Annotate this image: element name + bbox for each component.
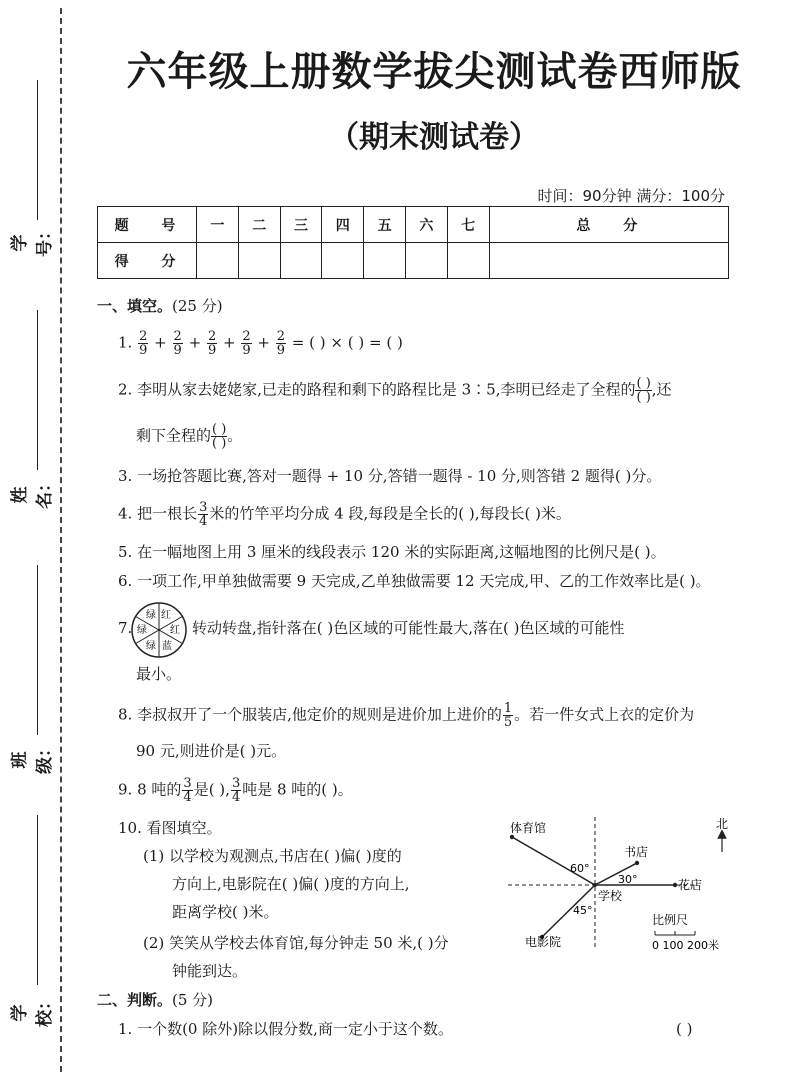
score-input-cell[interactable] <box>447 243 489 279</box>
question-10-sub1-line2: 方向上,电影院在( )偏( )度的方向上, <box>172 875 410 893</box>
bookstore-label: 书店 <box>624 845 649 859</box>
section2-points: (5 分) <box>172 991 214 1009</box>
section2-heading <box>97 989 213 1010</box>
fraction: $\frac{2}{9}$ <box>139 329 148 358</box>
exam-subtitle: （期末测试卷） <box>329 120 539 155</box>
question-10-sub1-line1: (1) 以学校为观测点,书店在( )偏( )度的 <box>143 847 402 865</box>
question-10-sub2-line2: 钟能到达。 <box>172 962 248 980</box>
q8-text-cont: 。若一件女式上衣的定价为 <box>514 705 695 724</box>
score-cell: 三 <box>280 207 322 243</box>
answer-fraction-blank[interactable]: ( ) ( ) <box>212 422 227 451</box>
question-6: 6. 一项工作,甲单独做需要 9 天完成,乙单独做需要 12 天完成,甲、乙的工作效率比是( )。 <box>118 572 711 590</box>
bookstore-point <box>635 861 639 865</box>
q2-tail: ,还 <box>651 380 672 399</box>
question-8-line1 <box>118 702 694 729</box>
q9-text: 9. 8 吨的 <box>118 780 182 799</box>
q4-text: 4. 把一根长 <box>118 504 198 523</box>
school-label: 学校： <box>10 993 55 1027</box>
score-input-cell[interactable] <box>322 243 364 279</box>
plus-sign: + <box>223 333 236 352</box>
score-cell: 五 <box>364 207 406 243</box>
judgement-question-1: 1. 一个数(0 除外)除以假分数,商一定小于这个数。 <box>118 1020 453 1038</box>
score-input-cell[interactable] <box>489 243 728 279</box>
fraction: $\frac{2}{9}$ <box>276 329 286 358</box>
score-table <box>97 206 729 279</box>
fraction: $\frac{2}{9}$ <box>207 329 217 358</box>
fraction: $\frac{3}{4}$ <box>183 776 192 805</box>
scale-ticks-label: 0 100 200米 <box>652 939 719 952</box>
score-table-score-row <box>98 243 729 279</box>
q1-answer-blanks[interactable]: = ( ) × ( ) = ( ) <box>291 333 403 352</box>
question-4 <box>118 501 571 528</box>
question-7-number: 7. <box>118 619 133 637</box>
scale-title: 比例尺 <box>652 913 689 927</box>
q2-text-cont: 剩下全程的 <box>136 426 212 445</box>
angle-cinema-label: 45° <box>573 904 593 917</box>
binding-dashed-line <box>60 8 62 1072</box>
fraction: $\frac{1}{5}$ <box>503 701 513 730</box>
q1-number: 1. <box>118 333 133 352</box>
section2-title: 二、判断。 <box>97 991 173 1009</box>
angle-bookstore-label: 30° <box>618 873 638 886</box>
q2-period: 。 <box>227 426 243 445</box>
plus-sign: + <box>257 333 270 352</box>
class-line <box>37 565 38 735</box>
student-id-line <box>37 80 38 220</box>
question-10-sub2-line1: (2) 笑笑从学校去体育馆,每分钟走 50 米,( )分 <box>143 934 449 952</box>
spinner-label: 蓝 <box>162 641 172 652</box>
section1-points: (25 分) <box>172 297 223 315</box>
q2-text: 2. 李明从家去姥姥家,已走的路程和剩下的路程比是 3∶5,李明已经走了全程的 <box>118 380 636 399</box>
fraction: $\frac{3}{4}$ <box>199 500 208 529</box>
q4-text-cont: 米的竹竿平均分成 4 段,每段是全长的( ),每段长( )米。 <box>209 504 571 523</box>
q9-text-cont: 吨是 8 吨的( )。 <box>242 780 353 799</box>
score-cell: 二 <box>238 207 280 243</box>
question-10-heading: 10. 看图填空。 <box>118 819 222 837</box>
question-8-line2: 90 元,则进价是( )元。 <box>136 742 287 760</box>
score-input-cell[interactable] <box>405 243 447 279</box>
fraction: $\frac{2}{9}$ <box>173 329 182 358</box>
spinner-label: 红 <box>161 610 171 621</box>
gym-point <box>510 835 514 839</box>
score-table-header-row <box>98 207 729 243</box>
flower-point <box>673 883 677 887</box>
direction-diagram <box>500 812 740 957</box>
fraction: $\frac{2}{9}$ <box>242 329 251 358</box>
question-2-line1 <box>118 377 672 404</box>
angle-gym-label: 60° <box>570 862 590 875</box>
question-2-line2 <box>136 423 242 450</box>
spinner-label: 绿 <box>146 610 156 621</box>
plus-sign: + <box>154 333 167 352</box>
school-label: 学校 <box>598 889 623 903</box>
question-7-line2: 最小。 <box>136 665 182 683</box>
q8-text: 8. 李叔叔开了一个服装店,他定价的规则是进价加上进价的 <box>118 705 502 724</box>
judgement-answer-blank[interactable]: ( ) <box>676 1020 693 1038</box>
exam-meta: 时间：90分钟 满分：100分 <box>537 187 725 205</box>
score-cell: 四 <box>322 207 364 243</box>
section1-title: 一、填空。 <box>97 297 173 315</box>
class-label: 班级： <box>10 740 55 774</box>
score-input-cell[interactable] <box>364 243 406 279</box>
question-1 <box>118 330 403 357</box>
fraction: $\frac{3}{4}$ <box>231 776 241 805</box>
binding-margin <box>0 0 70 1072</box>
spinner-label: 绿 <box>146 641 156 652</box>
spinner-wheel-icon <box>130 601 188 659</box>
score-cell: 一 <box>197 207 239 243</box>
question-9 <box>118 777 353 804</box>
q9-text-mid: 是( ), <box>193 780 230 799</box>
score-cell: 六 <box>405 207 447 243</box>
score-cell: 题 号 <box>98 207 197 243</box>
spinner-label: 绿 <box>137 625 147 636</box>
question-7-line1: 转动转盘,指针落在( )色区域的可能性最大,落在( )色区域的可能性 <box>192 619 625 637</box>
spinner-label: 红 <box>170 625 180 636</box>
score-row-label: 得 分 <box>98 243 197 279</box>
question-3: 3. 一场抢答题比赛,答对一题得 + 10 分,答错一题得 - 10 分,则答错 2 题得( )分。 <box>118 467 662 485</box>
name-label: 姓名： <box>10 475 55 509</box>
flower-label: 花店 <box>678 878 703 892</box>
cinema-label: 电影院 <box>525 935 562 949</box>
student-id-label: 学号： <box>10 223 55 257</box>
question-10-sub1-line3: 距离学校( )米。 <box>172 903 279 921</box>
north-label: 北 <box>716 817 729 831</box>
school-line <box>37 815 38 985</box>
gym-label: 体育馆 <box>510 821 547 835</box>
exam-title: 六年级上册数学拔尖测试卷西师版 <box>126 49 742 95</box>
school-point <box>593 883 597 887</box>
score-input-cell[interactable] <box>197 243 239 279</box>
section1-heading <box>97 295 223 316</box>
name-line <box>37 310 38 470</box>
score-cell: 七 <box>447 207 489 243</box>
score-input-cell[interactable] <box>238 243 280 279</box>
gym-ray <box>512 837 595 885</box>
score-cell: 总 分 <box>489 207 728 243</box>
question-5: 5. 在一幅地图上用 3 厘米的线段表示 120 米的实际距离,这幅地图的比例尺是( )。 <box>118 543 666 561</box>
score-input-cell[interactable] <box>280 243 322 279</box>
plus-sign: + <box>188 333 202 352</box>
answer-fraction-blank[interactable]: ( ) ( ) <box>636 376 651 405</box>
